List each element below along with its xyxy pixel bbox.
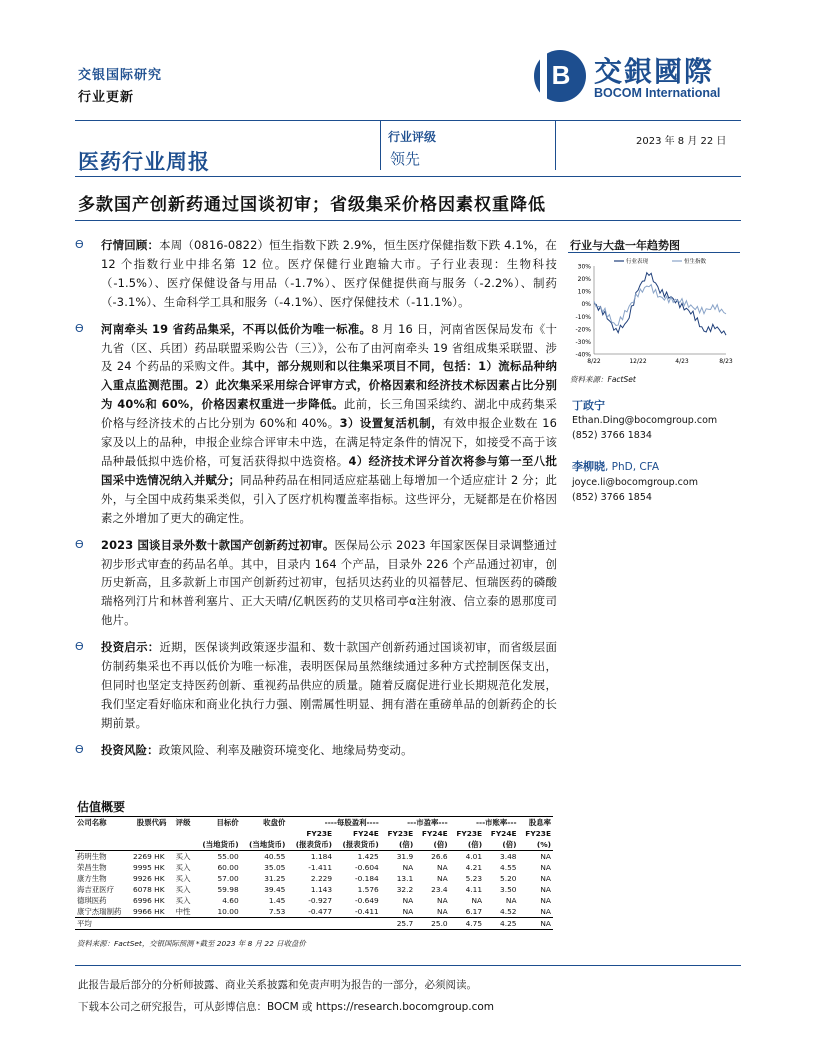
table-cell: 买入 bbox=[175, 895, 191, 905]
table-cell: -0.411 bbox=[354, 906, 379, 916]
chart-title: 行业与大盘一年趋势图 bbox=[570, 239, 680, 252]
col-eps-group: ----每股盈利---- bbox=[324, 818, 379, 827]
bullet-lead: 行情回顾： bbox=[101, 238, 160, 252]
col-fy23e: FY23E bbox=[456, 828, 483, 838]
table-cell: 26.6 bbox=[431, 851, 448, 861]
bullet-nrdl bbox=[75, 536, 557, 631]
legend-label: 恒生指数 bbox=[684, 259, 707, 265]
col-unit: (报表货币) bbox=[342, 839, 379, 849]
table-cell: 32.2 bbox=[396, 884, 414, 894]
y-tick-label: 0% bbox=[581, 301, 591, 309]
table-cell: NA bbox=[437, 862, 448, 872]
table-cell: 31.9 bbox=[396, 851, 414, 861]
table-cell: 3.48 bbox=[500, 851, 517, 861]
table-cell: 31.25 bbox=[264, 873, 286, 883]
y-tick-label: -40% bbox=[575, 351, 591, 359]
table-row bbox=[75, 884, 553, 895]
company-name-cell: 荣昌生物 bbox=[77, 862, 107, 872]
divider bbox=[75, 176, 741, 177]
headline: 多款国产创新药通过国谈初审；省级集采价格因素权重降低 bbox=[78, 195, 546, 215]
bullet-text: 本周（0816-0822）恒生指数下跌 2.9%，恒生医疗保健指数下跌 4.1%，在 12 个指数行业中排名第 12 位。医疗保健行业跑输大市。子行业表现：生物科技（-1.5%）、医疗保健设备与用品（-1.7%）、医疗保健提供商与服务（-2.2%）、制药（-3.1%）、生命科学工具和服务（-4.1%）、医疗保健技术（-11.1%）。 bbox=[101, 238, 557, 309]
avg-value: 25.0 bbox=[431, 918, 448, 928]
table-cell: NA bbox=[471, 895, 483, 905]
table-cell: -0.477 bbox=[308, 906, 333, 916]
col-pe-group: ---市盈率--- bbox=[407, 818, 448, 827]
bullet-henan-procurement bbox=[75, 320, 557, 528]
col-fy23e: FY23E bbox=[525, 828, 551, 838]
bullet-risks bbox=[75, 741, 557, 760]
analyst-email[interactable]: joyce.li@bocomgroup.com bbox=[572, 477, 698, 488]
bullet-lead: 投资启示： bbox=[101, 640, 160, 655]
report-type: 行业更新 bbox=[78, 90, 135, 105]
table-cell: NA bbox=[437, 906, 448, 916]
legend-label: 行业表现 bbox=[626, 259, 649, 265]
col-ticker: 股票代码 bbox=[136, 818, 167, 827]
analyst-name: 丁政宁 bbox=[572, 399, 605, 412]
table-cell: 中性 bbox=[175, 906, 191, 916]
table-cell: 5.23 bbox=[465, 873, 483, 883]
page-title: 医药行业周报 bbox=[78, 150, 210, 174]
table-cell: 9926 HK bbox=[133, 873, 165, 883]
table-cell: 买入 bbox=[175, 851, 191, 861]
col-target: 目标价 bbox=[216, 818, 239, 827]
table-cell: 4.01 bbox=[465, 851, 483, 861]
bullet-list bbox=[75, 236, 557, 768]
avg-value: NA bbox=[540, 918, 551, 928]
table-cell: 60.00 bbox=[217, 862, 239, 872]
table-cell: 买入 bbox=[175, 884, 191, 894]
series-line-1 bbox=[594, 285, 726, 326]
table-cell: 2.229 bbox=[310, 873, 333, 883]
table-cell: 4.21 bbox=[465, 862, 483, 872]
table-row bbox=[75, 850, 553, 862]
col-unit: (报表货币) bbox=[295, 839, 333, 849]
table-cell: -1.411 bbox=[308, 862, 333, 872]
bocom-logo bbox=[534, 48, 739, 104]
table-row bbox=[75, 895, 553, 906]
divider bbox=[75, 220, 741, 221]
footer-disclaimer: 此报告最后部分的分析师披露、商业关系披露和免责声明为报告的一部分，必须阅读。 bbox=[78, 979, 477, 991]
bullet-investment-view bbox=[75, 638, 557, 733]
col-fy24e: FY24E bbox=[421, 828, 448, 838]
logo-text-en: BOCOM International bbox=[594, 86, 721, 100]
x-tick-label: 8/22 bbox=[587, 358, 601, 365]
col-close: 收盘价 bbox=[263, 818, 286, 827]
col-fy23e: FY23E bbox=[306, 828, 333, 838]
company-name-cell: 康方生物 bbox=[77, 873, 107, 883]
table-cell: -0.927 bbox=[308, 895, 333, 905]
table-cell: 2269 HK bbox=[133, 851, 165, 861]
col-unit: (倍) bbox=[399, 839, 414, 849]
bullet-text: 政策风险、利率及融资环境变化、地缘局势变动。 bbox=[158, 742, 413, 757]
table-cell: NA bbox=[540, 895, 551, 905]
table-cell: 1.143 bbox=[310, 884, 333, 894]
col-company: 公司名称 bbox=[77, 818, 107, 827]
report-date: 2023 年 8 月 22 日 bbox=[636, 136, 727, 147]
avg-label: 平均 bbox=[77, 918, 92, 928]
table-cell: NA bbox=[402, 895, 414, 905]
table-cell: 6078 HK bbox=[133, 884, 165, 894]
divider bbox=[568, 252, 740, 253]
table-cell: NA bbox=[402, 906, 414, 916]
bullet-bold: 4）经济技术评分首次将参与第一至八批国采中选情况纳入并赋分； bbox=[101, 453, 557, 487]
y-tick-label: -10% bbox=[575, 313, 591, 321]
col-unit: (当地货币) bbox=[202, 839, 239, 849]
bullet-lead: 2023 国谈目录外数十款国产创新药过初审。 bbox=[101, 537, 335, 552]
table-cell: 9966 HK bbox=[133, 906, 165, 916]
company-name-cell: 康宁杰瑞制药 bbox=[77, 906, 122, 916]
table-cell: 35.05 bbox=[264, 862, 286, 872]
company-name-cell: 海吉亚医疗 bbox=[77, 884, 114, 894]
table-cell: 1.45 bbox=[268, 895, 286, 905]
bullet-text: 近期，医保谈判政策逐步温和、数十款国产创新药通过国谈初审，而省级层面仿制药集采也不再以低价为唯一标准，表明医保局虽然继续通过多种方式控制医保支出，但同时也坚定支持医药创新、重视药品供应的质量。随着反腐促进行业长期规范化发展，我们坚定看好临床和商业化执行力强、刚需属性明显、拥有潜在重磅单品的创新药企的长期前景。 bbox=[101, 640, 557, 730]
table-cell: 买入 bbox=[175, 862, 191, 872]
col-fy23e: FY23E bbox=[387, 828, 414, 838]
bullet-lead: 河南牵头 19 省药品集采，不再以低价为唯一标准。 bbox=[101, 321, 372, 336]
rating-label: 行业评级 bbox=[388, 130, 437, 144]
valuation-table bbox=[75, 816, 553, 930]
table-cell: NA bbox=[540, 884, 551, 894]
table-cell: 4.60 bbox=[222, 895, 239, 905]
table-cell: NA bbox=[437, 873, 448, 883]
col-unit: (倍) bbox=[433, 839, 448, 849]
table-row bbox=[75, 906, 553, 918]
table-cell: 3.50 bbox=[500, 884, 517, 894]
avg-value: 4.75 bbox=[465, 918, 483, 928]
table-cell: 23.4 bbox=[431, 884, 448, 894]
bullet-icon: ϴ bbox=[75, 321, 84, 335]
table-cell: 55.00 bbox=[217, 851, 239, 861]
bullet-market-review bbox=[75, 236, 557, 312]
avg-value: 4.25 bbox=[500, 918, 517, 928]
table-cell: 1.425 bbox=[357, 851, 379, 861]
bullet-bold: 其中，部分规则和以往集采项目不同，包括：1）流标品种纳入重点监测范围。2）此次集采采用综合评审方式，价格因素和经济技术标因素占比分别为 40%和 60%，价格因素权重进一步降低。 bbox=[101, 359, 557, 412]
avg-value: 25.7 bbox=[396, 918, 414, 928]
table-cell: -0.184 bbox=[354, 873, 379, 883]
table-cell: 40.55 bbox=[264, 851, 286, 861]
bullet-icon: ϴ bbox=[75, 742, 84, 756]
y-tick-label: -30% bbox=[575, 338, 591, 346]
table-cell: NA bbox=[505, 895, 517, 905]
col-unit: (倍) bbox=[502, 839, 517, 849]
table-cell: 6.17 bbox=[465, 906, 483, 916]
series-line-0 bbox=[594, 273, 726, 335]
company-name-cell: 药明生物 bbox=[77, 851, 107, 861]
brand-name: 交银国际研究 bbox=[78, 68, 163, 83]
table-cell: 7.53 bbox=[268, 906, 286, 916]
table-cell: NA bbox=[540, 862, 551, 872]
rating-value: 领先 bbox=[390, 150, 421, 168]
x-tick-label: 8/23 bbox=[719, 358, 733, 365]
y-tick-label: 20% bbox=[577, 276, 591, 284]
col-unit: (%) bbox=[536, 839, 551, 849]
y-tick-label: 10% bbox=[577, 288, 591, 296]
y-tick-label: -20% bbox=[575, 326, 591, 334]
bullet-text: 8 月 16 日，河南省医保局发布《十九省（区、兵团）药品联盟采购公告（三）》，公布了由河南牵头 19 省组成集采联盟、涉及 24 个药品的采购文件。 bbox=[101, 321, 557, 374]
table-cell: NA bbox=[437, 895, 448, 905]
analyst-credentials: , PhD, CFA bbox=[605, 461, 660, 473]
col-unit: (当地货币) bbox=[249, 839, 286, 849]
table-row bbox=[75, 873, 553, 884]
col-rating: 评级 bbox=[175, 818, 191, 827]
footer-download[interactable]: 下载本公司之研究报告，可从彭博信息：BOCM 或 https://research.bocomgroup.com bbox=[78, 1001, 495, 1013]
bullet-lead: 投资风险： bbox=[101, 742, 159, 757]
bullet-text: 此前，长三角国采续约、湖北中成药集采价格与经济技术的占比分别为 60%和 40%。 bbox=[101, 397, 557, 431]
analyst-card bbox=[572, 459, 698, 505]
table-source: 资料来源：FactSet，交银国际预测 *截至 2023 年 8 月 22 日收盘价 bbox=[77, 939, 306, 948]
x-tick-label: 4/23 bbox=[675, 358, 689, 365]
table-cell: 买入 bbox=[175, 873, 191, 883]
company-name-cell: 德琪医药 bbox=[77, 895, 107, 905]
bullet-text: 同品种药品在相同适应症基础上每增加一个适应症计 2 分；此外，与全国中成药集采类似，引入了医疗机构覆盖率指标。这些评分，无疑都是在价格因素之外增加了更大的确定性。 bbox=[101, 472, 557, 525]
table-cell: -0.604 bbox=[354, 862, 379, 872]
table-row bbox=[75, 862, 553, 873]
col-fy24e: FY24E bbox=[490, 828, 517, 838]
bullet-text: 有效申报企业数在 16 家及以上的品种，申报企业综合评审未中选，在满足特定条件的情况下，如接受不高于该品种最低拟中选价格，可复活获得拟中选资格。 bbox=[101, 416, 558, 468]
table-cell: 1.184 bbox=[310, 851, 333, 861]
table-cell: 10.00 bbox=[217, 906, 239, 916]
table-row-average bbox=[75, 917, 553, 929]
trend-chart bbox=[566, 256, 742, 370]
table-cell: 4.55 bbox=[500, 862, 517, 872]
analyst-card bbox=[572, 398, 717, 443]
table-cell: 9995 HK bbox=[133, 862, 165, 872]
bullet-bold: 3）设置复活机制， bbox=[339, 416, 444, 431]
x-tick-label: 12/22 bbox=[629, 358, 647, 365]
col-pb-group: ---市账率--- bbox=[475, 818, 517, 827]
table-cell: NA bbox=[402, 862, 414, 872]
table-cell: 57.00 bbox=[217, 873, 239, 883]
table-cell: NA bbox=[540, 873, 551, 883]
bullet-text: 医保局公示 2023 年国家医保目录调整通过初步形式审查的药品名单。其中，目录内 164 个产品，目录外 226 个产品通过初审，创历史新高，且多款新上市国产创新药过初审，包括贝达药业的贝福替尼、恒瑞医药的磷酸瑞格列汀片和林普利塞片、正大天晴/亿帆医药的艾贝格司亭α注射液、信立泰的恩那度司他片。 bbox=[101, 537, 557, 628]
table-cell: -0.649 bbox=[354, 895, 379, 905]
bullet-icon: ϴ bbox=[75, 640, 84, 654]
col-div-group: 股息率 bbox=[528, 818, 551, 827]
table-cell: 39.45 bbox=[264, 884, 286, 894]
valuation-title: 估值概要 bbox=[77, 800, 126, 814]
analyst-name: 李柳晓 bbox=[572, 460, 605, 473]
analyst-email[interactable]: Ethan.Ding@bocomgroup.com bbox=[572, 415, 718, 426]
table-cell: 1.576 bbox=[357, 884, 379, 894]
table-cell: 13.1 bbox=[396, 873, 414, 883]
analyst-phone: (852) 3766 1834 bbox=[572, 430, 652, 441]
bullet-icon: ϴ bbox=[75, 238, 84, 251]
table-cell: 59.98 bbox=[217, 884, 239, 894]
table-cell: NA bbox=[540, 906, 551, 916]
col-fy24e: FY24E bbox=[353, 828, 379, 838]
logo-mark-letter: B bbox=[551, 60, 571, 90]
table-cell: 4.11 bbox=[465, 884, 483, 894]
divider bbox=[75, 965, 741, 966]
y-tick-label: 30% bbox=[577, 263, 591, 271]
table-cell: 5.20 bbox=[500, 873, 517, 883]
chart-source: 资料来源：FactSet bbox=[570, 375, 636, 384]
bullet-icon: ϴ bbox=[75, 537, 84, 551]
logo-text-cn: 交銀國際 bbox=[594, 55, 715, 88]
col-unit: (倍) bbox=[467, 839, 483, 849]
analyst-phone: (852) 3766 1854 bbox=[572, 492, 652, 503]
table-cell: 4.52 bbox=[500, 906, 517, 916]
table-cell: 6996 HK bbox=[133, 895, 165, 905]
table-cell: NA bbox=[540, 851, 551, 861]
